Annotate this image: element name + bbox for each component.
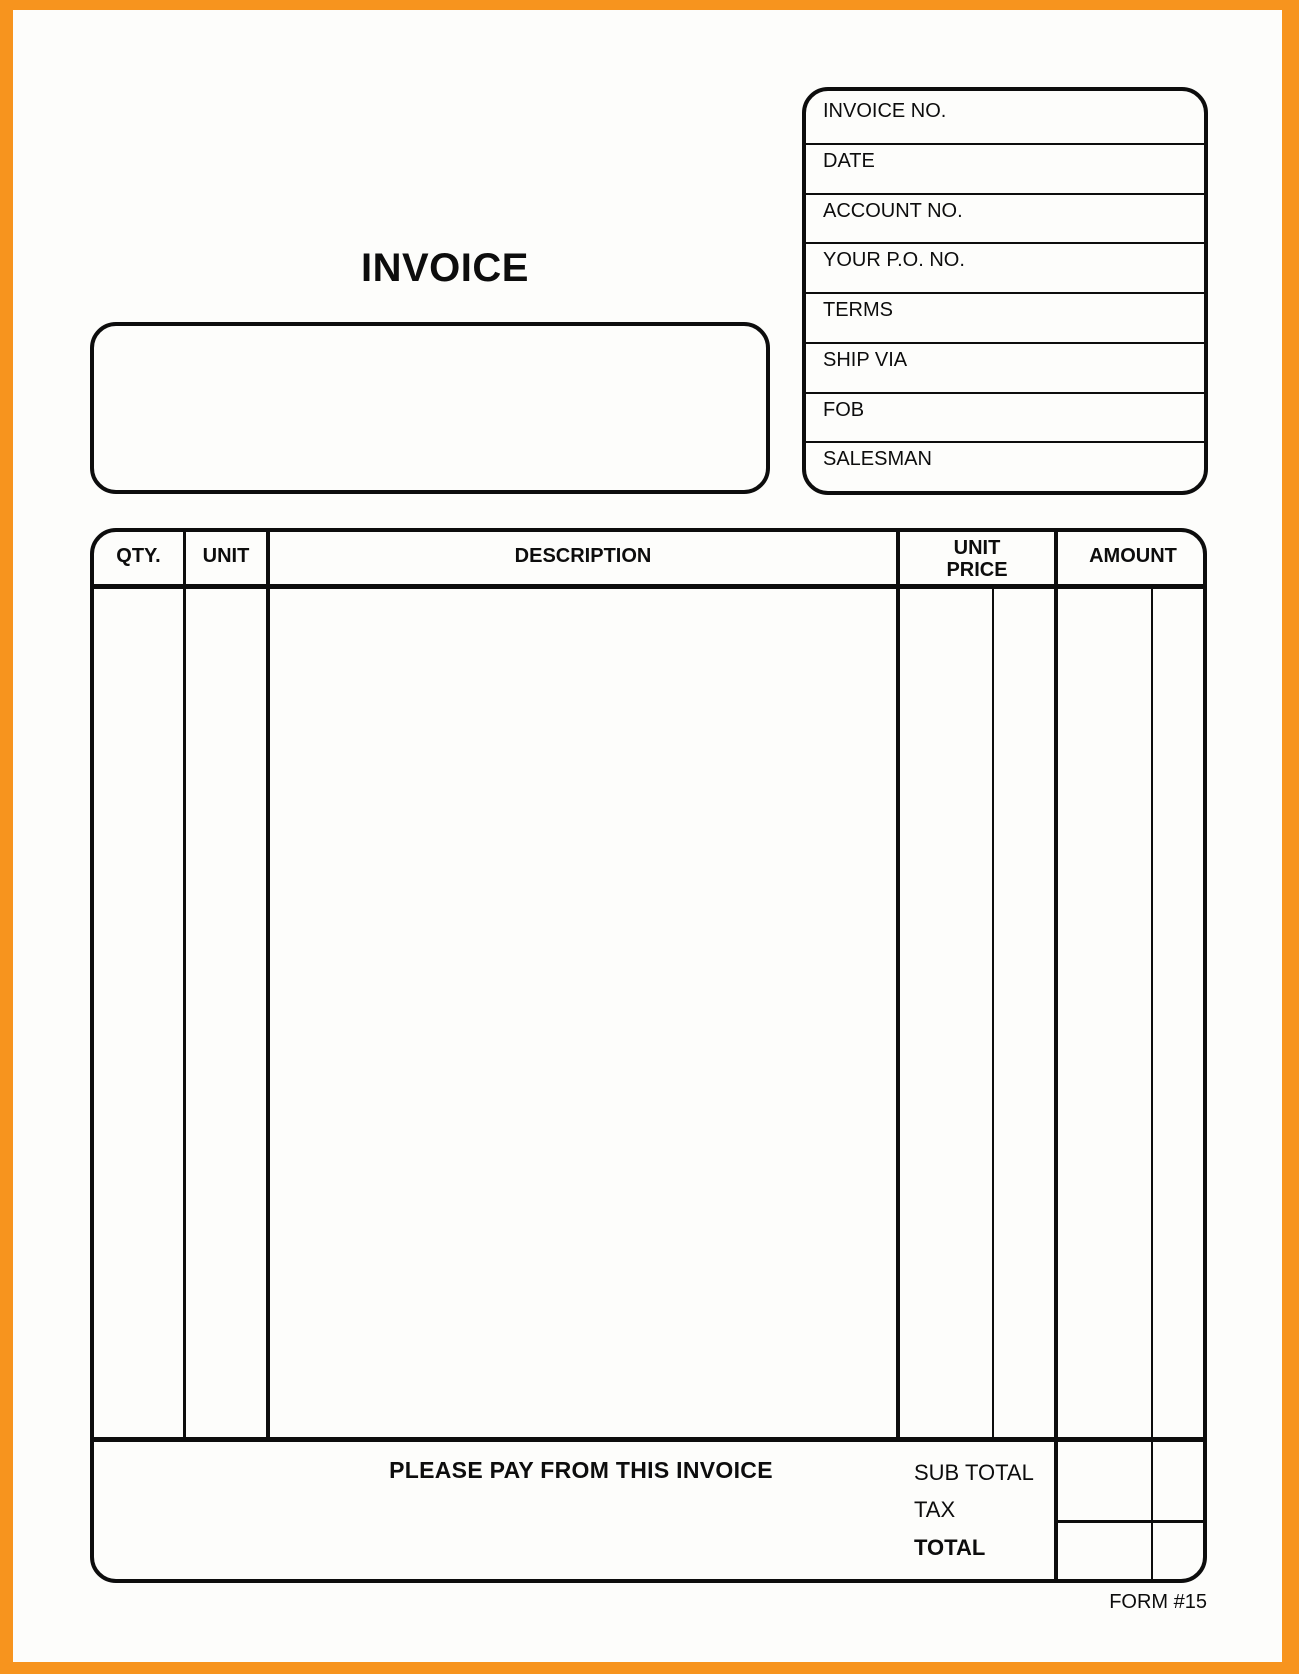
terms-label: TERMS xyxy=(823,299,893,321)
date-label: DATE xyxy=(823,149,875,172)
total-label: TOTAL xyxy=(914,1535,986,1560)
field-invoice-no[interactable] xyxy=(806,91,1204,143)
salesman-label: SALESMAN xyxy=(823,448,932,471)
unit-entry-area[interactable] xyxy=(186,589,266,1437)
customer-address-field[interactable] xyxy=(90,322,770,494)
line-items-table xyxy=(90,528,1207,1583)
your-po-no-label: YOUR P.O. NO. xyxy=(823,249,965,272)
payment-message: PLEASE PAY FROM THIS INVOICE xyxy=(389,1457,773,1483)
account-no-label: ACCOUNT NO. xyxy=(823,199,963,222)
page-title: INVOICE xyxy=(361,246,529,290)
field-account-no[interactable] xyxy=(806,193,1204,243)
description-column-header: DESCRIPTION xyxy=(514,545,652,567)
footer-divider-line xyxy=(94,1437,1203,1442)
fob-label: FOB xyxy=(823,398,865,421)
ship-via-label: SHIP VIA xyxy=(823,348,908,371)
field-terms[interactable] xyxy=(806,292,1204,342)
unit-price-entry-area[interactable] xyxy=(900,589,1054,1437)
amount-column-header: AMOUNT xyxy=(1089,545,1177,567)
qty-column-header: QTY. xyxy=(116,545,161,567)
invoice-info-box xyxy=(802,87,1208,495)
field-date[interactable] xyxy=(806,143,1204,193)
form-number: FORM #15 xyxy=(1109,1591,1207,1613)
total-amount-box[interactable] xyxy=(1058,1523,1207,1579)
subtotal-tax-amount-box[interactable] xyxy=(1058,1442,1207,1520)
unit-price-column-header: UNIT PRICE xyxy=(946,537,1008,582)
field-fob[interactable] xyxy=(806,392,1204,442)
field-salesman[interactable] xyxy=(806,441,1204,491)
description-entry-area[interactable] xyxy=(270,589,896,1437)
field-ship-via[interactable] xyxy=(806,342,1204,392)
amount-entry-area[interactable] xyxy=(1058,589,1207,1437)
tax-label: TAX xyxy=(914,1497,956,1522)
qty-entry-area[interactable] xyxy=(94,589,183,1437)
invoice-no-label: INVOICE NO. xyxy=(823,100,947,122)
unit-column-header: UNIT xyxy=(202,545,250,567)
field-your-po-no[interactable] xyxy=(806,242,1204,292)
subtotal-label: SUB TOTAL xyxy=(914,1460,1034,1485)
